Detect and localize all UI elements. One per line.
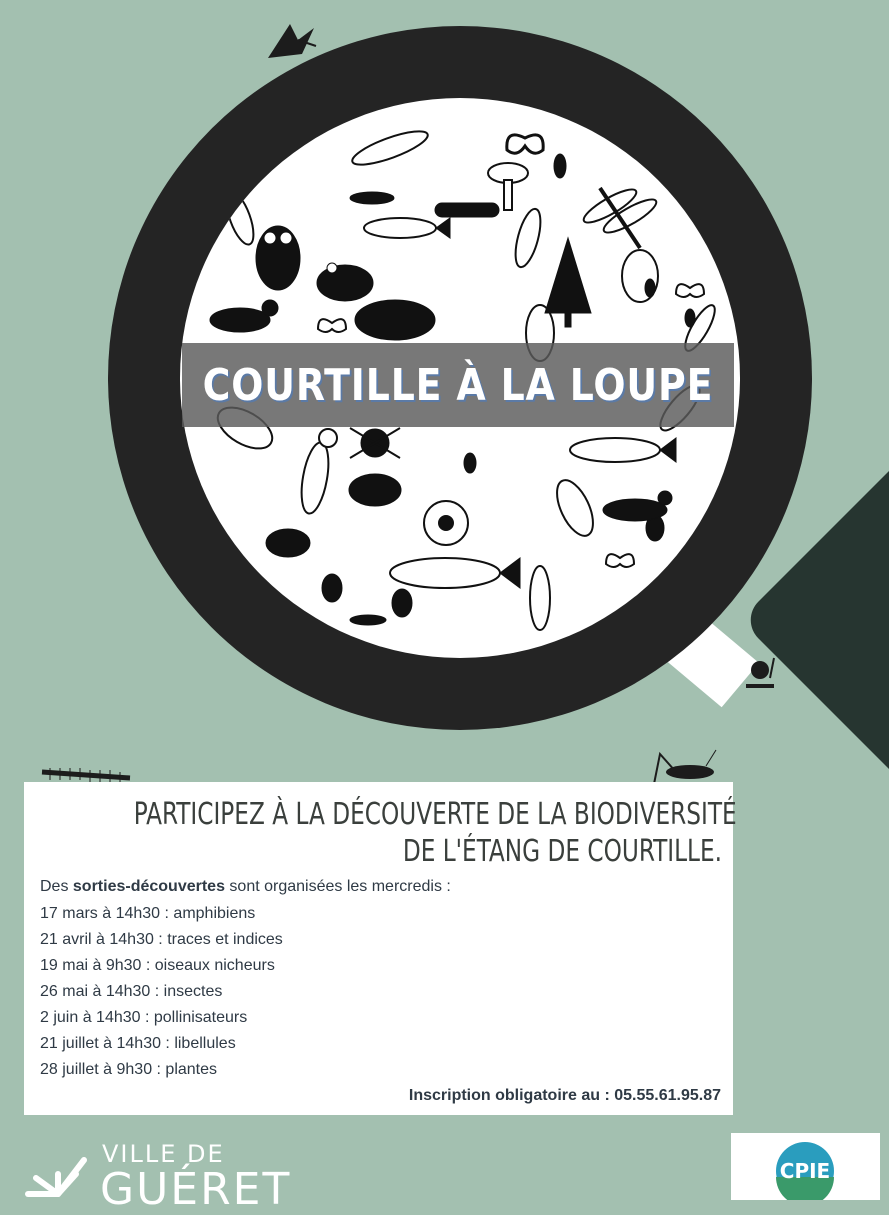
info-panel <box>24 782 737 1115</box>
centipede-icon <box>40 764 136 784</box>
poster-title: COURTILLE À LA LOUPE <box>202 359 714 411</box>
session-item: 17 mars à 14h30 : amphibiens <box>40 905 256 922</box>
intro-bold: sorties-découvertes <box>72 878 225 895</box>
title-band <box>182 343 734 427</box>
fish-icon <box>570 438 676 462</box>
bird-icon <box>266 529 310 557</box>
cpie-logo <box>731 1133 880 1200</box>
frog-icon <box>317 263 373 301</box>
partner-name: CPIE <box>779 1159 831 1183</box>
fish-icon <box>364 218 450 238</box>
intro-prefix: Des <box>40 878 73 895</box>
session-item: 26 mai à 14h30 : insectes <box>40 983 223 1000</box>
hedgehog-icon <box>355 300 435 340</box>
owl-icon <box>256 226 300 290</box>
spider-icon <box>350 428 400 458</box>
city-logo <box>22 1138 302 1215</box>
toad-icon <box>349 474 401 506</box>
city-prefix: VILLE DE <box>102 1140 225 1168</box>
moth-icon <box>262 18 320 66</box>
session-item: 19 mai à 9h30 : oiseaux nicheurs <box>40 957 275 974</box>
headline-line-1: PARTICIPEZ À LA DÉCOUVERTE DE LA BIODIVERSITÉ <box>133 797 737 832</box>
headline-line-2: DE L'ÉTANG DE COURTILLE. <box>402 834 722 869</box>
dragonfly-icon <box>580 184 660 248</box>
flower-icon <box>424 501 468 545</box>
session-item: 21 juillet à 14h30 : libellules <box>40 1035 236 1052</box>
session-item: 21 avril à 14h30 : traces et indices <box>40 931 283 948</box>
intro-text <box>40 878 451 896</box>
session-list <box>40 904 283 1086</box>
headline <box>38 796 737 870</box>
fish-icon <box>390 558 520 588</box>
fir-tree-icon <box>545 238 591 327</box>
caterpillar-icon <box>435 203 499 217</box>
sun-rays-icon <box>22 1144 92 1200</box>
city-name: GUÉRET <box>100 1164 292 1215</box>
snail-icon <box>319 429 337 447</box>
snail-icon <box>742 652 778 692</box>
signup-line <box>409 1087 721 1105</box>
bird-icon <box>210 300 278 332</box>
signup-phone: 05.55.61.95.87 <box>614 1087 721 1104</box>
session-item: 2 juin à 14h30 : pollinisateurs <box>40 1009 248 1026</box>
signup-label: Inscription obligatoire au : <box>408 1087 615 1104</box>
butterfly-icon <box>507 135 543 153</box>
bird-icon <box>603 491 672 521</box>
session-item: 28 juillet à 9h30 : plantes <box>40 1061 218 1078</box>
intro-suffix: sont organisées les mercredis : <box>224 878 451 895</box>
partner-logo-box <box>731 1133 880 1200</box>
